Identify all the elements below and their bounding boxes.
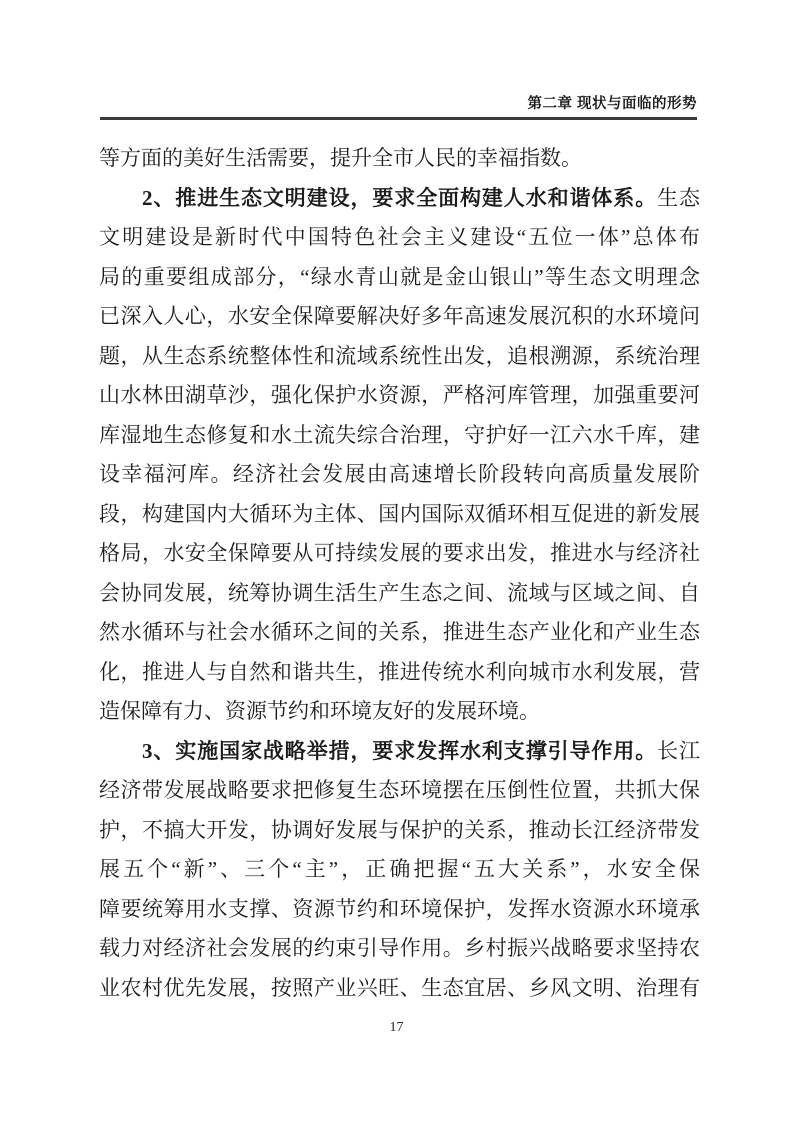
running-header-chapter: 第二章 现状与面临的形势	[527, 96, 697, 112]
line-text: 库湿地生态修复和水土流失综合治理，守护好一江六水千库，建	[99, 422, 700, 447]
line-text: 等方面的美好生活需要，提升全市人民的幸福指数。	[99, 146, 582, 170]
text-line	[99, 692, 700, 732]
text-line	[99, 574, 700, 614]
header-rule	[100, 117, 697, 120]
text-line	[99, 929, 700, 969]
line-text: 格局，水安全保障要从可持续发展的要求出发，推进水与经济社	[99, 541, 700, 565]
text-line	[99, 416, 700, 456]
line-text: 经济带发展战略要求把修复生态环境摆在压倒性位置，共抓大保	[99, 778, 700, 802]
line-text: 已深入人心，水安全保障要解决好多年高速发展沉积的水环境问	[99, 304, 700, 328]
line-text: 生态	[657, 185, 700, 210]
line-text: 会协同发展，统筹协调生活生产生态之间、流域与区域之间、自	[99, 580, 700, 605]
text-line	[99, 495, 700, 535]
document-body	[99, 139, 700, 1008]
line-text: 段，构建国内大循环为主体、国内国际双循环相互促进的新发展	[99, 501, 700, 526]
line-text: 造保障有力、资源节约和环境友好的发展环境。	[99, 699, 540, 723]
line-text: 局的重要组成部分，“绿水青山就是金山银山”等生态文明理念	[99, 264, 700, 289]
text-line	[99, 811, 700, 851]
text-line	[99, 258, 700, 298]
line-text: 展五个“新”、三个“主”，正确把握“五大关系”，水安全保	[99, 857, 700, 881]
text-line	[99, 969, 700, 1009]
paragraph-heading: 3、实施国家战略举措，要求发挥水利支撑引导作用。	[142, 738, 658, 763]
text-line	[99, 653, 700, 693]
line-text: 载力对经济社会发展的约束引导作用。乡村振兴战略要求坚持农	[99, 936, 700, 960]
line-text: 山水林田湖草沙，强化保护水资源，严格河库管理，加强重要河	[99, 383, 700, 407]
text-line	[99, 732, 700, 772]
text-line	[99, 297, 700, 337]
text-line	[99, 179, 700, 219]
text-line	[99, 218, 700, 258]
text-line	[99, 613, 700, 653]
line-text: 长江	[657, 738, 700, 763]
page-number: 17	[389, 1020, 404, 1035]
text-line	[99, 455, 700, 495]
line-text: 障要统筹用水支撑、资源节约和环境保护，发挥水资源水环境承	[99, 896, 700, 921]
line-text: 文明建设是新时代中国特色社会主义建设“五位一体”总体布	[99, 225, 700, 249]
line-text: 题，从生态系统整体性和流域系统性出发，追根溯源，系统治理	[99, 343, 700, 368]
line-text: 然水循环与社会水循环之间的关系，推进生态产业化和产业生态	[99, 620, 700, 644]
text-line	[99, 890, 700, 930]
text-line	[99, 376, 700, 416]
text-line	[99, 534, 700, 574]
line-text: 护，不搞大开发，协调好发展与保护的关系，推动长江经济带发	[99, 817, 700, 842]
text-line	[99, 139, 700, 179]
text-line	[99, 850, 700, 890]
line-text: 化，推进人与自然和谐共生，推进传统水利向城市水利发展，营	[99, 659, 700, 684]
line-text: 设幸福河库。经济社会发展由高速增长阶段转向高质量发展阶	[99, 462, 700, 486]
text-line	[99, 771, 700, 811]
text-line	[99, 337, 700, 377]
line-text: 业农村优先发展，按照产业兴旺、生态宜居、乡风文明、治理有	[99, 975, 700, 1000]
paragraph-heading: 2、推进生态文明建设，要求全面构建人水和谐体系。	[142, 185, 658, 210]
